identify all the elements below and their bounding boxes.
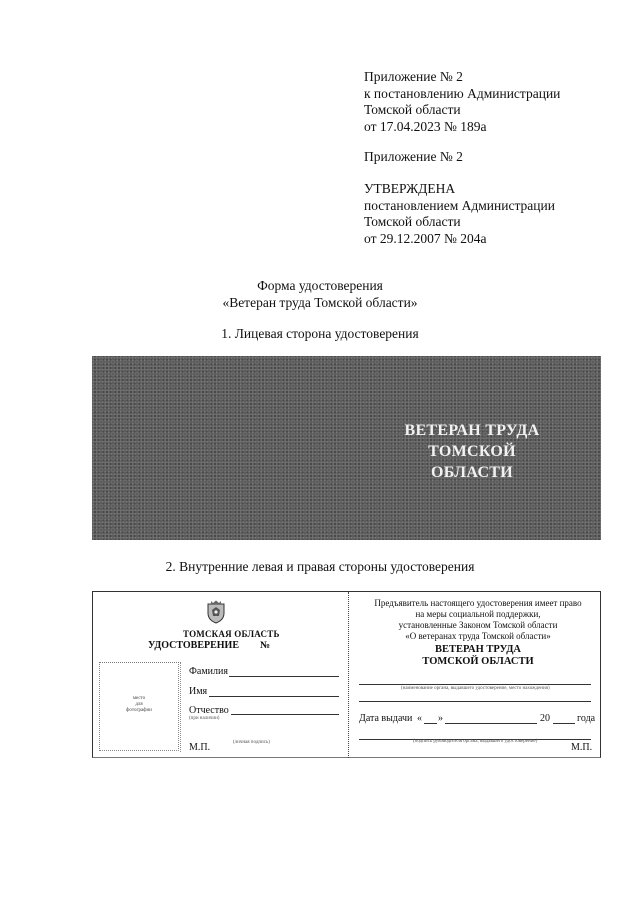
fold-line xyxy=(348,592,349,758)
right-title-line: ВЕТЕРАН ТРУДА xyxy=(434,644,522,655)
cover-title-line: ТОМСКОЙ ОБЛАСТИ xyxy=(428,443,516,481)
approved-line: от 29.12.2007 № 204а xyxy=(364,230,487,246)
patronymic-note: (при наличии) xyxy=(189,716,220,721)
patronymic-line xyxy=(231,714,339,715)
number-sign: № xyxy=(260,640,271,651)
holder-signature-note: (личная подпись) xyxy=(233,740,270,745)
form-title-line: «Ветеран труда Томской области» xyxy=(222,295,418,310)
month-line xyxy=(445,723,537,724)
photo-top-border xyxy=(99,662,179,663)
name-label: Имя xyxy=(189,686,208,697)
approved-block xyxy=(364,181,555,247)
patronymic-label: Отчество xyxy=(189,705,229,716)
stamp-place-right: М.П. xyxy=(571,742,593,753)
presenter-line: «О ветеранах труда Томской области» xyxy=(405,631,551,641)
certificate-word: УДОСТОВЕРЕНИЕ xyxy=(148,640,239,651)
surname-label: Фамилия xyxy=(189,666,228,677)
cover-title-line: ВЕТЕРАН ТРУДА xyxy=(404,422,540,439)
appendix-line: Приложение № 2 xyxy=(364,149,463,164)
right-title-line: ТОМСКОЙ ОБЛАСТИ xyxy=(422,655,534,667)
photo-label xyxy=(111,696,167,714)
presenter-line: установленные Законом Томской области xyxy=(398,620,558,630)
section2-title: 2. Внутренние левая и правая стороны удостоверения xyxy=(165,559,475,574)
appendix-line: к постановлению Администрации xyxy=(364,85,561,101)
photo-divider xyxy=(180,662,181,752)
issued-by-line-1 xyxy=(359,684,591,685)
name-line xyxy=(209,696,339,697)
photo-label-line: для xyxy=(135,702,143,707)
photo-label-line: место xyxy=(132,696,146,701)
cover-title xyxy=(387,420,557,483)
appendix-header-original xyxy=(364,149,463,166)
certificate-inner-spread xyxy=(92,591,601,758)
photo-label-line: фотографии xyxy=(126,708,152,713)
coat-of-arms-icon xyxy=(204,600,228,624)
section1-title: 1. Лицевая сторона удостоверения xyxy=(221,326,419,341)
approved-line: постановлением Администрации xyxy=(364,197,555,213)
presenter-line: Предъявитель настоящего удостоверения имеет право xyxy=(374,598,582,608)
form-title-line: Форма удостоверения xyxy=(257,278,383,293)
appendix-line: Приложение № 2 xyxy=(364,69,463,84)
form-title xyxy=(0,277,640,311)
signature-note: (подпись руководителя органа, выдавшего удостоверение) xyxy=(413,739,538,744)
surname-line xyxy=(229,676,339,677)
year-century: 20 xyxy=(540,713,550,724)
presenter-line: на меры социальной поддержки, xyxy=(415,609,541,619)
region-name: ТОМСКАЯ ОБЛАСТЬ xyxy=(183,629,280,639)
stamp-place-left: М.П. xyxy=(189,742,211,753)
day-line xyxy=(424,723,437,724)
date-quote-close: » xyxy=(438,713,443,724)
approved-line: УТВЕРЖДЕНА xyxy=(364,181,456,196)
approved-line: Томской области xyxy=(364,214,461,229)
year-line xyxy=(553,723,575,724)
issued-by-line-2 xyxy=(359,701,591,702)
presenter-text xyxy=(363,598,593,642)
date-quote-open: « xyxy=(417,713,422,724)
date-issued-label: Дата выдачи xyxy=(359,713,413,724)
appendix-line: от 17.04.2023 № 189а xyxy=(364,118,487,134)
right-page-title xyxy=(363,644,593,667)
appendix-line: Томской области xyxy=(364,102,461,117)
year-word: года xyxy=(577,713,596,724)
certificate-cover xyxy=(92,356,601,540)
issued-by-note: (наименование органа, выдавшего удостоверение, место нахождения) xyxy=(401,686,550,691)
appendix-header-current xyxy=(364,69,560,135)
